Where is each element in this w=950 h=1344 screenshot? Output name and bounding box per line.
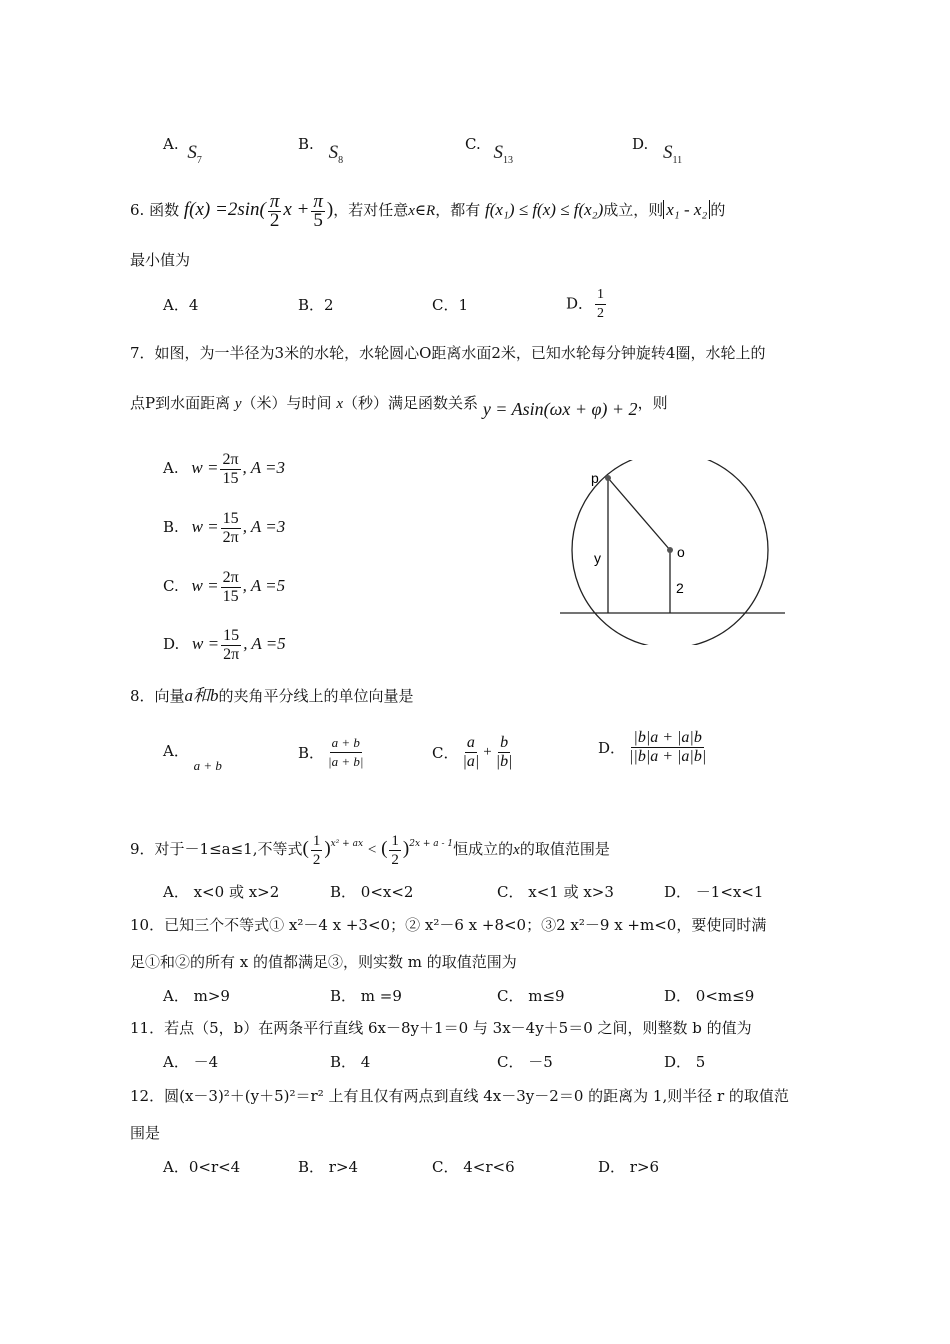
math-expr: , A =5 bbox=[243, 634, 286, 653]
math-expr: , A =5 bbox=[242, 576, 286, 595]
option-label: B. bbox=[298, 135, 314, 153]
text: 点P到水面距离 bbox=[130, 394, 231, 412]
q9-option-d: D． －1<x<1 bbox=[664, 883, 764, 901]
q9-option-a: A． x<0 或 x>2 bbox=[163, 883, 280, 901]
option-label: C. bbox=[163, 577, 179, 595]
option-label: D. bbox=[163, 635, 180, 653]
q7-option-b bbox=[163, 507, 285, 547]
text: ，则 bbox=[637, 394, 668, 412]
text: （秒）满足函数关系 bbox=[343, 394, 479, 412]
q8-option-d bbox=[598, 729, 710, 766]
label-p: p bbox=[591, 470, 599, 486]
q10-option-b: B． m =9 bbox=[330, 987, 402, 1005]
q9-option-b: B． 0<x<2 bbox=[330, 883, 414, 901]
math-var: x bbox=[336, 396, 344, 412]
q5-option-b bbox=[298, 133, 344, 166]
fraction: $\frac{\pi}{5}$ bbox=[313, 190, 323, 231]
option-symbol: $S_{11}$ bbox=[663, 142, 683, 166]
label-two: 2 bbox=[676, 580, 684, 596]
question-number: 6. bbox=[130, 201, 145, 219]
label-o: o bbox=[677, 544, 685, 560]
math-expr: w = bbox=[192, 634, 220, 653]
point-o bbox=[667, 547, 673, 553]
q10-option-d: D． 0<m≤9 bbox=[664, 987, 755, 1005]
text: ，都有 bbox=[435, 201, 481, 219]
fraction: $\frac{|b|a + |a|b}{||b|a + |a|b|}$ bbox=[629, 729, 707, 765]
text: （米）与时间 bbox=[241, 394, 332, 412]
math-expr: x₁ - x₂ bbox=[663, 200, 710, 219]
option-label: A. bbox=[163, 135, 179, 153]
option-symbol: $S_7$ bbox=[187, 142, 202, 166]
q12-stem-line1: 12．圆(x－3)²＋(y＋5)²＝r² 上有且仅有两点到直线 4x－3y－2＝0 的距离为 1,则半径 r 的取值范 bbox=[130, 1087, 789, 1105]
q12-option-c: C． 4<r<6 bbox=[432, 1158, 515, 1176]
q6-option-c: C．1 bbox=[432, 296, 469, 314]
q6-option-b: B．2 bbox=[298, 296, 334, 314]
option-symbol: $S_{13}$ bbox=[493, 142, 513, 166]
option-label: A. bbox=[163, 459, 179, 477]
math-expr: ) bbox=[326, 199, 334, 220]
math-expr: a和b bbox=[184, 686, 219, 705]
q9-option-c: C． x<1 或 x>3 bbox=[497, 883, 614, 901]
q10-stem-line1: 10．已知三个不等式① x²－4 x +3<0；② x²－6 x +8<0；③2 x²－9 x +m<0，要使同时满 bbox=[130, 916, 767, 934]
math-expr: , A =3 bbox=[242, 517, 286, 536]
q10-stem-line2: 足①和②的所有 x 的值都满足③，则实数 m 的取值范围为 bbox=[130, 953, 517, 971]
math-expr: w = bbox=[191, 517, 219, 536]
q8-stem bbox=[130, 681, 414, 706]
q6-option-d bbox=[566, 286, 608, 323]
q10-option-a: A． m>9 bbox=[163, 987, 230, 1005]
option-label: D． bbox=[598, 739, 626, 757]
label-y: y bbox=[594, 550, 601, 566]
option-label: B. bbox=[163, 518, 179, 536]
text: ，若对任意 bbox=[333, 201, 409, 219]
exponent: x² + ax bbox=[330, 839, 364, 849]
q11-option-c: C． －5 bbox=[497, 1053, 553, 1071]
math-expr: , A =3 bbox=[242, 458, 286, 477]
q6-stem bbox=[130, 190, 725, 231]
q5-option-c bbox=[465, 133, 513, 166]
math-var: y bbox=[234, 396, 242, 412]
option-label: A． bbox=[163, 742, 189, 760]
math-expr: + bbox=[483, 744, 492, 760]
fraction: $\frac{1}{2}$ bbox=[312, 832, 321, 868]
math-expr: a + b bbox=[193, 758, 222, 773]
option-symbol: $S_8$ bbox=[328, 142, 344, 166]
math-expr: f(x₁) ≤ f(x) ≤ f(x₂) bbox=[484, 200, 604, 219]
math-expr: y = Asin(ωx + φ) + 2 bbox=[482, 399, 638, 419]
q11-option-b: B． 4 bbox=[330, 1053, 371, 1071]
math-expr: x∈R bbox=[408, 203, 436, 219]
q8-option-b bbox=[298, 734, 367, 771]
option-label: D． bbox=[566, 294, 594, 313]
q8-option-c bbox=[432, 734, 517, 771]
text: 8．向量 bbox=[130, 687, 185, 705]
option-label: B． bbox=[298, 744, 325, 762]
math-expr: < bbox=[367, 842, 377, 858]
q8-option-a bbox=[163, 740, 222, 773]
text: 9．对于－1≤a≤1,不等式 bbox=[130, 840, 303, 858]
math-expr: x + bbox=[283, 199, 310, 220]
q7-option-a bbox=[163, 448, 285, 488]
math-expr: f(x) =2sin( bbox=[183, 199, 266, 220]
fraction: $\frac{1}{2}$ bbox=[391, 832, 399, 868]
q9-stem: 9．对于－1≤a≤1,不等式( $\frac{1}{2}$ )$^{x^2 + ax}$ < ( $\frac{1}{2}$ )$^{2x + a - 1}$恒成立的x的取值范围是 bbox=[130, 832, 610, 868]
text: 的取值范围是 bbox=[519, 840, 610, 858]
radius-segment bbox=[608, 478, 670, 550]
q7-stem-line1: 7．如图，为一半径为3米的水轮，水轮圆心O距离水面2米，已知水轮每分钟旋转4圈，水轮上的 bbox=[130, 344, 766, 362]
fraction: $\frac{\pi}{2}$ bbox=[269, 190, 280, 231]
text: 函数 bbox=[149, 201, 180, 219]
q11-option-d: D． 5 bbox=[664, 1053, 706, 1071]
q11-option-a: A． －4 bbox=[163, 1053, 219, 1071]
q11-stem: 11．若点（5，b）在两条平行直线 6x－8y＋1＝0 与 3x－4y＋5＝0 之间，则整数 b 的值为 bbox=[130, 1019, 752, 1037]
math-expr: w = bbox=[191, 458, 219, 477]
water-wheel-figure bbox=[555, 460, 795, 645]
text: 的夹角平分线上的单位向量是 bbox=[218, 687, 414, 705]
math-var: x bbox=[513, 842, 520, 858]
fraction: $\frac{a}{|a|}$ bbox=[462, 734, 480, 770]
fraction: $\frac{2\pi}{15}$ bbox=[222, 450, 239, 487]
option-label: C. bbox=[465, 135, 481, 153]
fraction: $\frac{1}{2}$ bbox=[597, 287, 605, 321]
q5-option-a bbox=[163, 133, 202, 166]
option-label: D. bbox=[632, 135, 649, 153]
q6-option-a: A．4 bbox=[163, 296, 199, 314]
q7-option-c bbox=[163, 566, 285, 606]
q12-option-d: D． r>6 bbox=[598, 1158, 660, 1176]
q7-stem-line2 bbox=[130, 392, 668, 419]
fraction: $\frac{2\pi}{15}$ bbox=[222, 568, 239, 605]
q5-option-d bbox=[632, 133, 683, 166]
fraction: $\frac{a + b}{|a + b|}$ bbox=[328, 735, 364, 769]
point-p bbox=[605, 475, 611, 481]
option-label: C． bbox=[432, 744, 459, 762]
text: 的 bbox=[710, 201, 726, 219]
q7-option-d bbox=[163, 624, 286, 664]
fraction: $\frac{15}{2\pi}$ bbox=[222, 509, 239, 546]
exponent: 2x + a - 1 bbox=[409, 839, 454, 849]
q10-option-c: C． m≤9 bbox=[497, 987, 565, 1005]
q6-stem-line2: 最小值为 bbox=[130, 251, 191, 269]
text: 恒成立的 bbox=[453, 840, 514, 858]
math-expr: w = bbox=[191, 576, 219, 595]
fraction: $\frac{15}{2\pi}$ bbox=[223, 626, 240, 663]
text: 成立，则 bbox=[603, 201, 664, 219]
q12-option-a: A．0<r<4 bbox=[163, 1158, 241, 1176]
q12-option-b: B． r>4 bbox=[298, 1158, 359, 1176]
fraction: $\frac{b}{|b|}$ bbox=[495, 734, 513, 770]
q12-stem-line2: 围是 bbox=[130, 1124, 161, 1142]
